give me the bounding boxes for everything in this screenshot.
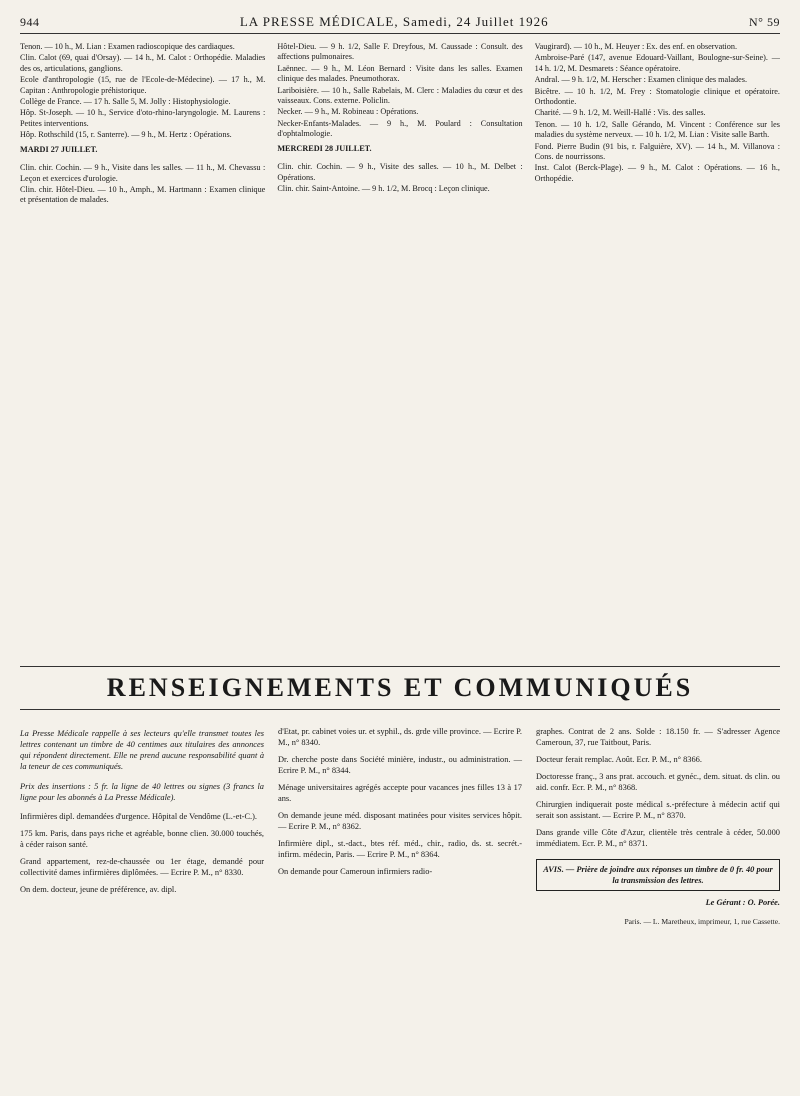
schedule-entry: Clin. Calot (69, quai d'Orsay). — 14 h., M. Calot : Orthopédie. Maladies des os, articulations, ganglions. <box>20 53 266 73</box>
gerant-signature: Le Gérant : O. Porée. <box>705 898 780 907</box>
schedule-entry: Lariboisière. — 10 h., Salle Rabelais, M. Clerc : Maladies du cœur et des vaisseaux. Cons. externe. Policlin. <box>277 85 523 106</box>
classified-ad: Infirmières dipl. demandées d'urgence. Hôpital de Vendôme (L.-et-C.). <box>20 812 258 822</box>
schedule-entry: Hôp. St-Joseph. — 10 h., Service d'oto-rhino-laryngologie. M. Laurens : Petites interventions. <box>20 108 266 128</box>
masthead <box>20 14 780 34</box>
classifieds <box>20 720 780 927</box>
schedule-entry: Hôp. Rothschild (15, r. Santerre). — 9 h., M. Hertz : Opérations. <box>20 130 232 140</box>
classified-ad: Dr. cherche poste dans Société minière, industr., ou administration. — Ecrire P. M., n° 8344. <box>278 755 522 775</box>
schedule-entry: Hôtel-Dieu. — 9 h. 1/2, Salle F. Dreyfous, M. Caussade : Consult. des affections pulmonaires. <box>277 42 523 62</box>
day-heading: MARDI 27 JUILLET. <box>20 144 98 154</box>
newspaper-page <box>20 14 780 1064</box>
classified-ad: Docteur ferait remplac. Août. Ecr. P. M., n° 8366. <box>536 755 702 764</box>
section-heading: RENSEIGNEMENTS ET COMMUNIQUÉS <box>20 666 780 710</box>
classifieds-column-2 <box>278 720 522 927</box>
classified-ad: 175 km. Paris, dans pays riche et agréable, bonne clien. 30.000 touchés, à céder raison santé. <box>20 829 264 850</box>
classified-ad: Dans grande ville Côte d'Azur, clientèle très centrale à céder, 50.000 immédiatem. Ecr. P. M., n° 8371. <box>536 828 780 848</box>
day-heading: MERCREDI 28 JUILLET. <box>277 143 372 153</box>
schedule-entry: Charité. — 9 h. 1/2, M. Weill-Hallé : Vis. des salles. <box>534 108 706 118</box>
schedule-entry: Necker-Enfants-Malades. — 9 h., M. Poulard : Consultation d'ophtalmologie. <box>277 118 523 139</box>
classified-ad: Grand appartement, rez-de-chaussée ou 1er étage, demandé pour collectivité dames infirmières diplômées. — Ecrire P. M., n° 8330. <box>20 857 264 878</box>
schedule-entry: Laënnec. — 9 h., M. Léon Bernard : Visite dans les salles. Examen clinique des malades. Pneumothorax. <box>277 63 523 84</box>
classified-ad: On demande pour Cameroun infirmiers radio- <box>278 867 433 876</box>
classifieds-column-3 <box>536 720 780 927</box>
classified-ad: Chirurgien indiquerait poste médical s.-préfecture à médecin actif qui serait son assistant. — Ecrire P. M., n° 8370. <box>536 800 780 820</box>
classifieds-intro: La Presse Médicale rappelle à ses lecteurs qu'elle transmet toutes les lettres contenant un timbre de 40 centimes aux titulaires des annonces qui répondent directement. Elle ne prend aucune responsabilité quant à la teneur de ces communiqués. <box>20 729 264 772</box>
schedule-entry: Tenon. — 10 h., M. Lian : Examen radioscopique des cardiaques. <box>20 42 235 51</box>
schedule-entry: Necker. — 9 h., M. Robineau : Opérations. <box>277 107 419 117</box>
schedule-entry: Fond. Pierre Budin (91 bis, r. Falguière, XV). — 14 h., M. Villanova : Cons. de nourrissons. <box>534 141 780 162</box>
schedule-entry: Clin. chir. Saint-Antoine. — 9 h. 1/2, M. Brocq : Leçon clinique. <box>277 184 490 194</box>
avis-box: AVIS. — Prière de joindre aux réponses un timbre de 0 fr. 40 pour la transmission des lettres. <box>536 859 780 891</box>
schedule-entry: Ambroise-Paré (147, avenue Edouard-Vaillant, Boulogne-sur-Seine). — 14 h. 1/2, M. Desmarets : Séance opératoire. <box>534 53 780 73</box>
schedule-entry: Inst. Calot (Berck-Plage). — 9 h., M. Calot : Opérations. — 16 h., Orthopédie. <box>534 163 780 183</box>
schedule-entry: Tenon. — 10 h. 1/2, Salle Gérando, M. Vincent : Conférence sur les maladies du système nerveux. — 10 h. 1/2, M. Lian : Visite salle Barth. <box>534 119 780 140</box>
schedule-entry: Ecole d'anthropologie (15, rue de l'Ecole-de-Médecine). — 17 h., M. Capitan : Anthropologie préhistorique. <box>20 75 266 95</box>
classified-ad: graphes. Contrat de 2 ans. Solde : 18.150 fr. — S'adresser Agence Cameroun, 37, rue Taitbout, Paris. <box>536 727 780 747</box>
schedule-entry: Bicêtre. — 10 h. 1/2, M. Frey : Stomatologie clinique et opératoire. Orthodontie. <box>534 86 780 107</box>
schedule-entry: Collège de France. — 17 h. Salle 5, M. Jolly : Histophysiologie. <box>20 97 231 107</box>
schedule-column-2 <box>277 42 522 652</box>
classified-ad: On dem. docteur, jeune de préférence, av. dipl. <box>20 885 177 895</box>
classified-ad: d'Etat, pr. cabinet voies ur. et syphil., ds. grde ville province. — Ecrire P. M., n° 8340. <box>278 727 522 747</box>
schedule-entry: Clin. chir. Cochin. — 9 h., Visite dans les salles. — 11 h., M. Chevassu : Leçon et exercices d'urologie. <box>20 163 266 183</box>
schedule-entry: Vaugirard). — 10 h., M. Heuyer : Ex. des enf. en observation. <box>534 42 738 51</box>
schedule-column-1 <box>20 42 265 652</box>
classified-ad: Doctoresse franç., 3 ans prat. accouch. et gynéc., dem. situat. ds clin. ou aid. confr. Ecr. P. M., n° 8368. <box>536 772 780 792</box>
classifieds-prices: Prix des insertions : 5 fr. la ligne de 40 lettres ou signes (3 francs la ligne pour les abonnés à La Presse Médicale). <box>20 781 264 802</box>
schedule-entry: Clin. chir. Cochin. — 9 h., Visite des salles. — 10 h., M. Delbet : Opérations. <box>277 162 523 182</box>
schedule-column-3 <box>535 42 780 652</box>
schedule-entry: Andral. — 9 h. 1/2, M. Herscher : Examen clinique des malades. <box>534 75 748 85</box>
masthead-title: LA PRESSE MÉDICALE, Samedi, 24 Juillet 1926 <box>239 14 549 29</box>
schedule-columns <box>20 42 780 652</box>
page-number: 944 <box>20 15 40 29</box>
classifieds-column-1 <box>20 720 264 927</box>
printer-line: Paris. — L. Maretheux, imprimeur, 1, rue Cassette. <box>624 917 780 926</box>
schedule-entry: Clin. chir. Hôtel-Dieu. — 10 h., Amph., M. Hartmann : Examen clinique et présentation de malades. <box>20 185 266 205</box>
issue-number: N° 59 <box>749 15 780 29</box>
classified-ad: On demande jeune méd. disposant matinées pour visites services hôpit. — Ecrire P. M., n° 8362. <box>278 811 522 831</box>
classified-ad: Ménage universitaires agrégés accepte pour vacances jnes filles 13 à 17 ans. <box>278 783 522 803</box>
classified-ad: Infirmière dipl., st.-dact., btes réf. méd., chir., radio, ds. st. secrét.-infirm. médecin, Paris. — Ecrire P. M., n° 8364. <box>278 839 522 859</box>
